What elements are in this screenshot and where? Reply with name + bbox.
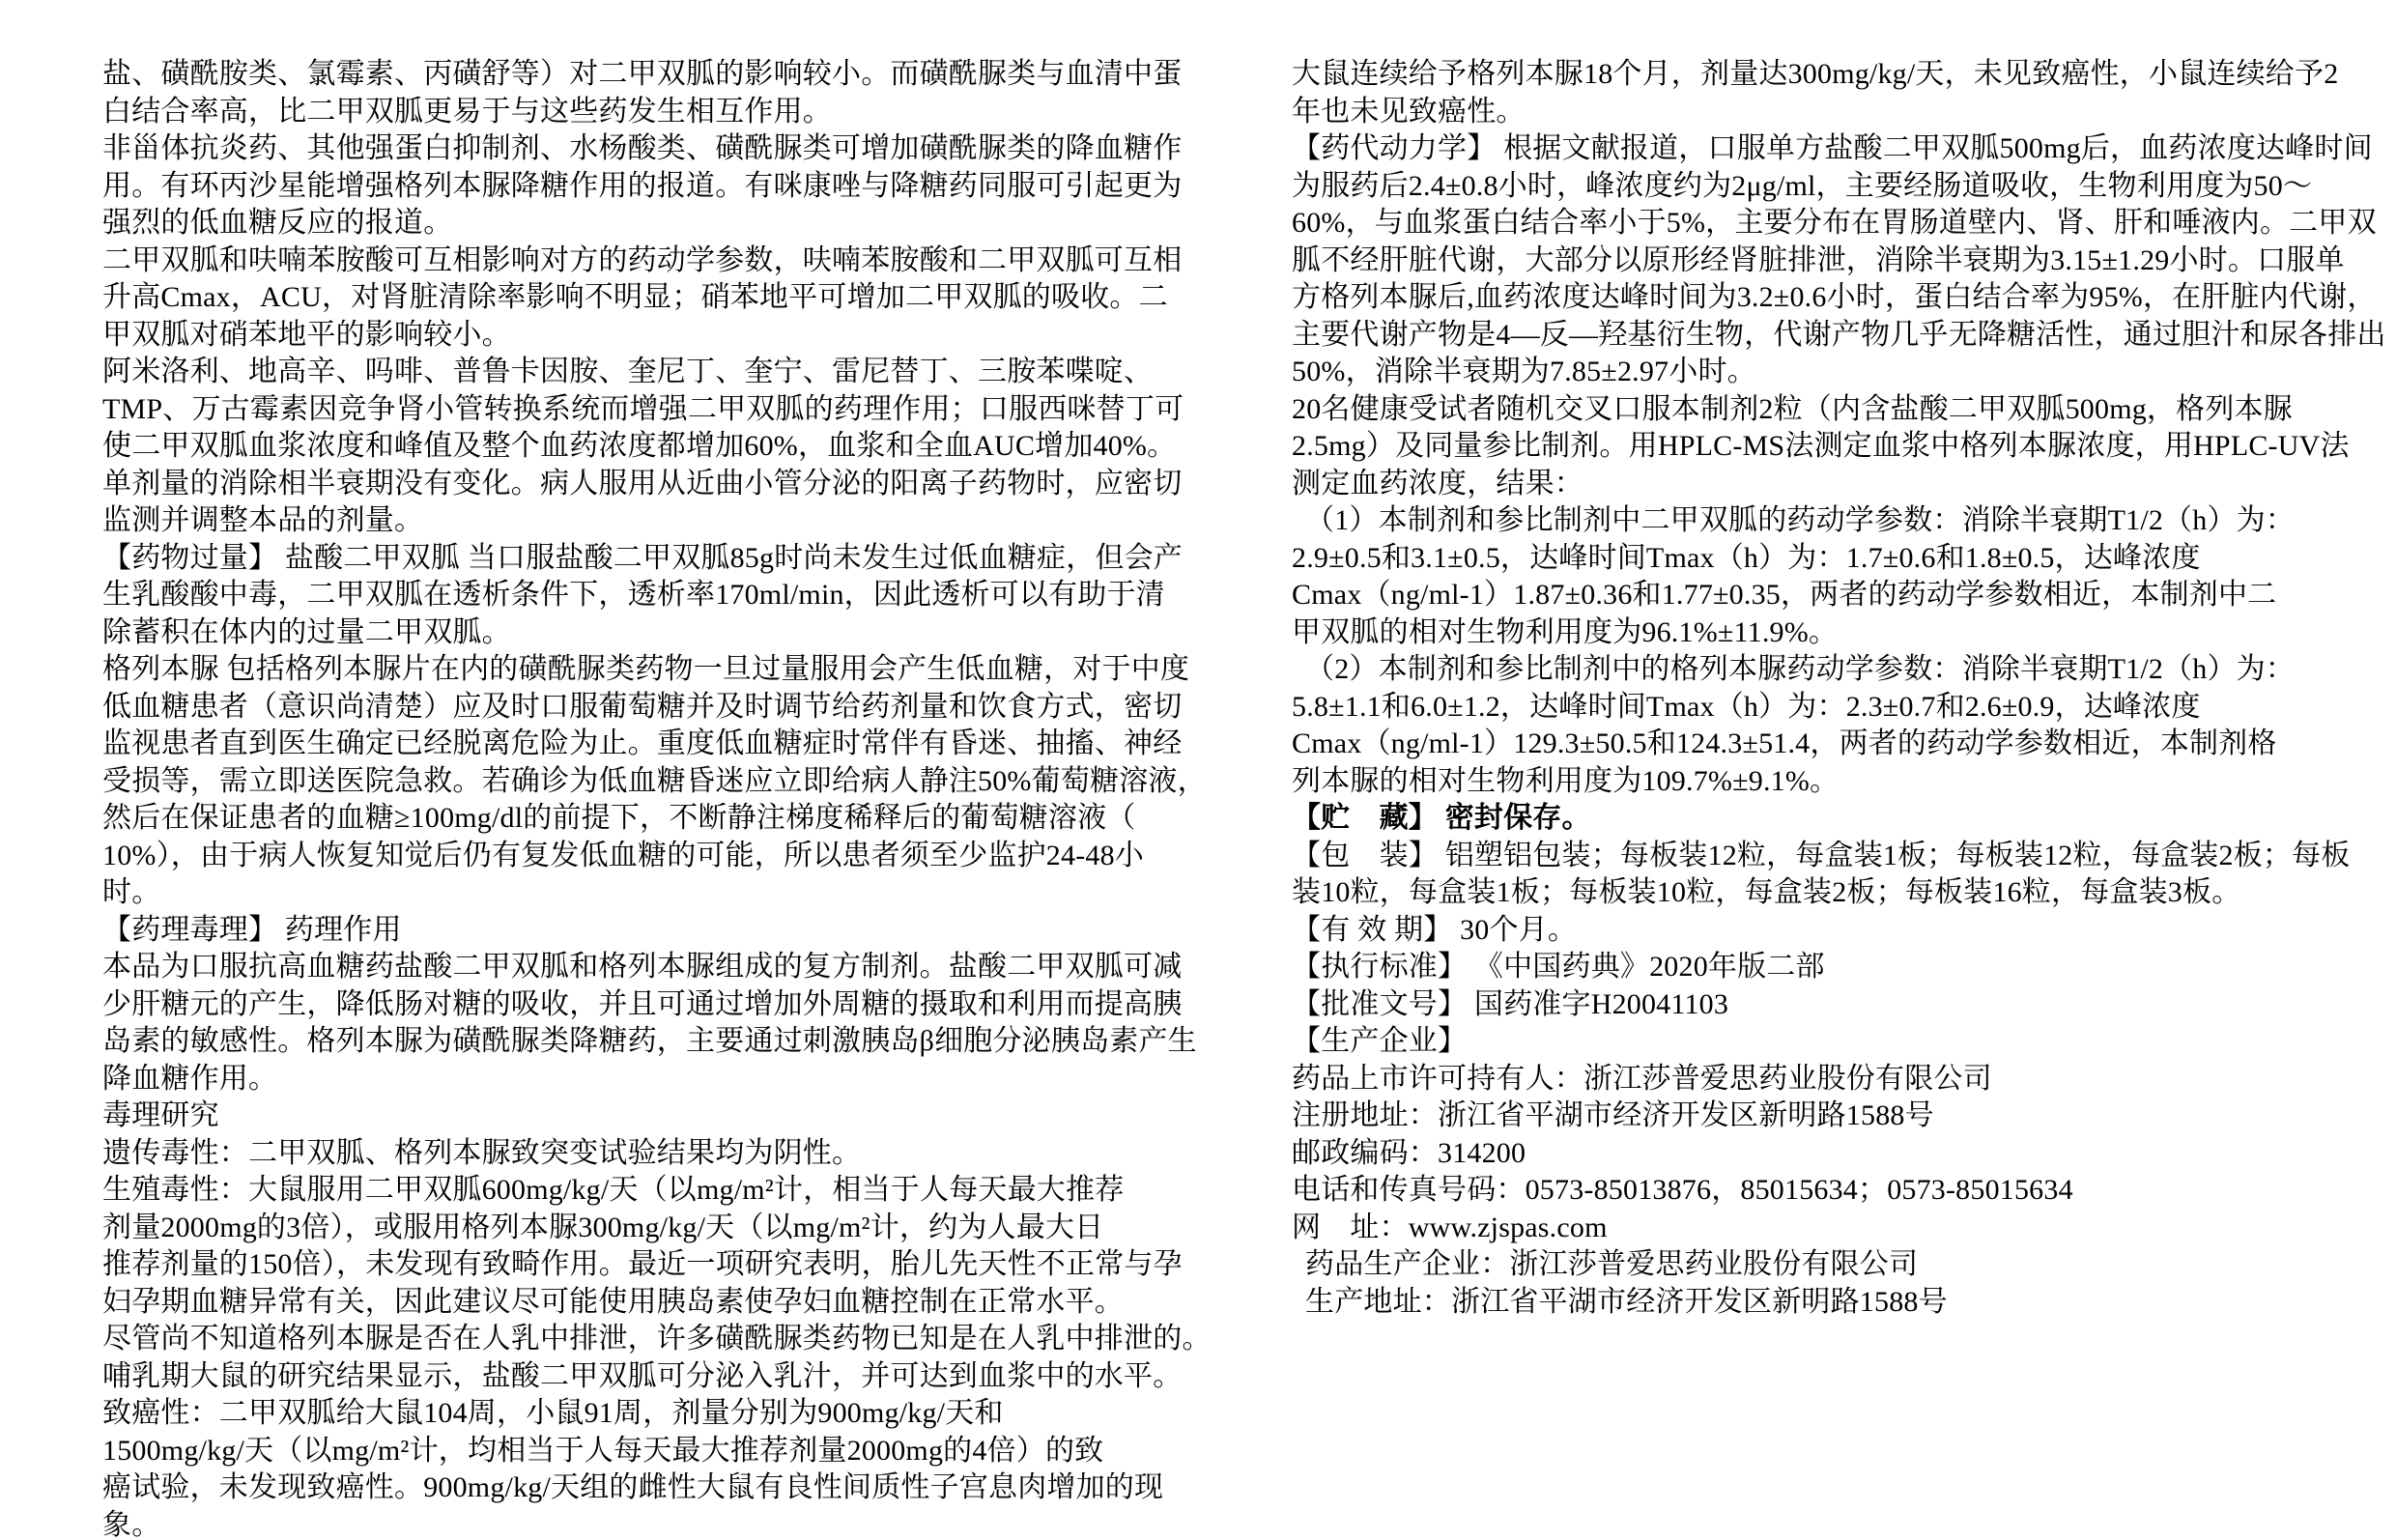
text-line: 癌试验，未发现致癌性。900mg/kg/天组的雌性大鼠有良性间质性子宫息肉增加的现 bbox=[102, 1471, 1164, 1503]
text-line: 剂量2000mg的3倍），或服用格列本脲300mg/kg/天（以mg/m²计，约为人最大日 bbox=[102, 1211, 1104, 1243]
text-line: 2.9±0.5和3.1±0.5，达峰时间Tmax（h）为：1.7±0.6和1.8±0.5，达峰浓度 bbox=[1292, 541, 2201, 574]
text-line: 5.8±1.1和6.0±1.2，达峰时间Tmax（h）为：2.3±0.7和2.6±0.9，达峰浓度 bbox=[1292, 690, 2201, 723]
text-line: 【执行标准】 《中国药典》2020年版二部 bbox=[1292, 951, 1825, 983]
text-line: 【药物过量】 盐酸二甲双胍 当口服盐酸二甲双胍85g时尚未发生过低血糖症，但会产 bbox=[102, 541, 1183, 574]
text-line: 监测并调整本品的剂量。 bbox=[102, 504, 424, 536]
text-line: 象。 bbox=[102, 1508, 161, 1540]
text-line: 胍不经肝脏代谢，大部分以原形经肾脏排泄，消除半衰期为3.15±1.29小时。口服单 bbox=[1292, 243, 2345, 276]
text-line: 【批准文号】 国药准字H20041103 bbox=[1292, 987, 1729, 1020]
text-line: 二甲双胍和呋喃苯胺酸可互相影响对方的药动学参数，呋喃苯胺酸和二甲双胍可互相 bbox=[102, 243, 1183, 276]
text-line: 方格列本脲后,血药浓度达峰时间为3.2±0.6小时，蛋白结合率为95%，在肝脏内代谢， bbox=[1292, 281, 2377, 313]
text-line: 降血糖作用。 bbox=[102, 1062, 278, 1095]
text-line: 注册地址：浙江省平湖市经济开发区新明路1588号 bbox=[1292, 1099, 1934, 1131]
text-line: 哺乳期大鼠的研究结果显示，盐酸二甲双胍可分泌入乳汁，并可达到血浆中的水平。 bbox=[102, 1359, 1183, 1392]
text-line: 低血糖患者（意识尚清楚）应及时口服葡萄糖并及时调节给药剂量和饮食方式，密切 bbox=[102, 690, 1183, 723]
left-text-column bbox=[102, 56, 1212, 1540]
text-line: 毒理研究 bbox=[102, 1099, 219, 1131]
text-line: 格列本脲 包括格列本脲片在内的磺酰脲类药物一旦过量服用会产生低血糖，对于中度 bbox=[102, 653, 1190, 685]
text-line: 【有 效 期】 30个月。 bbox=[1292, 913, 1578, 946]
text-line: 受损等，需立即送医院急救。若确诊为低血糖昏迷应立即给病人静注50%葡萄糖溶液， bbox=[102, 764, 1207, 797]
text-line: 单剂量的消除相半衰期没有变化。病人服用从近曲小管分泌的阳离子药物时，应密切 bbox=[102, 467, 1183, 499]
text-line: 【生产企业】 bbox=[1292, 1025, 1468, 1057]
text-line: 甲双胍对硝苯地平的影响较小。 bbox=[102, 318, 511, 351]
text-line: Cmax（ng/ml-1）1.87±0.36和1.77±0.35，两者的药动学参数相近，本制剂中二 bbox=[1292, 579, 2277, 611]
text-line: 尽管尚不知道格列本脲是否在人乳中排泄，许多磺酰脲类药物已知是在人乳中排泄的。 bbox=[102, 1323, 1212, 1355]
text-line: 生乳酸酸中毒，二甲双胍在透析条件下，透析率170ml/min，因此透析可以有助于清 bbox=[102, 579, 1165, 611]
text-line: 少肝糖元的产生，降低肠对糖的吸收，并且可通过增加外周糖的摄取和利用而提高胰 bbox=[102, 987, 1183, 1020]
text-line: 50%，消除半衰期为7.85±2.97小时。 bbox=[1292, 356, 1756, 387]
text-line: 甲双胍的相对生物利用度为96.1%±11.9%。 bbox=[1292, 615, 1839, 648]
text-line: 测定血药浓度，结果： bbox=[1292, 467, 1583, 499]
text-line: 除蓄积在体内的过量二甲双胍。 bbox=[102, 615, 511, 648]
text-line: 岛素的敏感性。格列本脲为磺酰脲类降糖药，主要通过刺激胰岛β细胞分泌胰岛素产生 bbox=[102, 1025, 1197, 1057]
text-line: 盐、磺酰胺类、氯霉素、丙磺舒等）对二甲双胍的影响较小。而磺酰脲类与血清中蛋 bbox=[102, 58, 1183, 90]
text-line: 升高Cmax，ACU，对肾脏清除率影响不明显；硝苯地平可增加二甲双胍的吸收。二 bbox=[102, 281, 1168, 313]
text-line: 遗传毒性：二甲双胍、格列本脲致突变试验结果均为阴性。 bbox=[102, 1136, 862, 1169]
text-line: 【包 装】 铝塑铝包装；每板装12粒，每盒装1板；每板装12粒，每盒装2板；每板 bbox=[1292, 839, 2351, 871]
text-line: 【药代动力学】 根据文献报道，口服单方盐酸二甲双胍500mg后，血药浓度达峰时间 bbox=[1292, 132, 2373, 164]
text-line: （2）本制剂和参比制剂中的格列本脲药动学参数：消除半衰期T1/2（h）为： bbox=[1305, 653, 2296, 685]
text-line: 【药理毒理】 药理作用 bbox=[102, 913, 402, 946]
text-line: 使二甲双胍血浆浓度和峰值及整个血药浓度都增加60%，血浆和全血AUC增加40%。 bbox=[102, 430, 1177, 462]
text-line: 电话和传真号码：0573-85013876，85015634；0573-85015634 bbox=[1292, 1174, 2073, 1206]
text-line: 药品生产企业：浙江莎普爱思药业股份有限公司 bbox=[1305, 1248, 1919, 1280]
text-line: 装10粒，每盒装1板；每板装10粒，每盒装2板；每板装16粒，每盒装3板。 bbox=[1292, 876, 2241, 908]
text-line: 妇孕期血糖异常有关，因此建议尽可能使用胰岛素使孕妇血糖控制在正常水平。 bbox=[102, 1285, 1124, 1318]
text-line: 然后在保证患者的血糖≥100mg/dl的前提下，不断静注梯度稀释后的葡萄糖溶液（ bbox=[102, 802, 1136, 834]
text-line: TMP、万古霉素因竞争肾小管转换系统而增强二甲双胍的药理作用；口服西咪替丁可 bbox=[102, 392, 1184, 425]
text-line: 用。有环丙沙星能增强格列本脲降糖作用的报道。有咪康唑与降糖药同服可引起更为 bbox=[102, 169, 1183, 202]
text-line: 10%），由于病人恢复知觉后仍有复发低血糖的可能，所以患者须至少监护24-48小 bbox=[102, 839, 1144, 871]
text-line: 20名健康受试者随机交叉口服本制剂2粒（内含盐酸二甲双胍500mg，格列本脲 bbox=[1292, 392, 2293, 425]
text-line: 本品为口服抗高血糖药盐酸二甲双胍和格列本脲组成的复方制剂。盐酸二甲双胍可减 bbox=[102, 951, 1183, 983]
right-text-column bbox=[1292, 56, 2386, 1321]
text-line: 阿米洛利、地高辛、吗啡、普鲁卡因胺、奎尼丁、奎宁、雷尼替丁、三胺苯喋啶、 bbox=[102, 356, 1154, 387]
text-line: 大鼠连续给予格列本脲18个月，剂量达300mg/kg/天，未见致癌性，小鼠连续给予2 bbox=[1292, 58, 2339, 90]
text-line: 白结合率高，比二甲双胍更易于与这些药发生相互作用。 bbox=[102, 95, 832, 128]
text-line: 生殖毒性：大鼠服用二甲双胍600mg/kg/天（以mg/m²计，相当于人每天最大推荐 bbox=[102, 1174, 1125, 1206]
text-line: 1500mg/kg/天（以mg/m²计，均相当于人每天最大推荐剂量2000mg的4倍）的致 bbox=[102, 1434, 1104, 1467]
text-line: 列本脲的相对生物利用度为109.7%±9.1%。 bbox=[1292, 764, 1840, 797]
text-line: 致癌性：二甲双胍给大鼠104周，小鼠91周，剂量分别为900mg/kg/天和 bbox=[102, 1397, 1004, 1429]
text-line: 2.5mg）及同量参比制剂。用HPLC-MS法测定血浆中格列本脲浓度，用HPLC-UV法 bbox=[1292, 430, 2350, 462]
text-line: 【贮 藏】 密封保存。 bbox=[1292, 802, 1591, 834]
text-line: 生产地址：浙江省平湖市经济开发区新明路1588号 bbox=[1305, 1285, 1948, 1318]
text-line: （1）本制剂和参比制剂中二甲双胍的药动学参数：消除半衰期T1/2（h）为： bbox=[1305, 504, 2296, 536]
text-line: 60%，与血浆蛋白结合率小于5%，主要分布在胃肠道壁内、肾、肝和唾液内。二甲双 bbox=[1292, 207, 2377, 239]
text-line: 强烈的低血糖反应的报道。 bbox=[102, 207, 453, 239]
text-line: Cmax（ng/ml-1）129.3±50.5和124.3±51.4，两者的药动学参数相近，本制剂格 bbox=[1292, 727, 2277, 759]
text-line: 药品上市许可持有人：浙江莎普爱思药业股份有限公司 bbox=[1292, 1062, 1992, 1095]
text-line: 时。 bbox=[102, 876, 161, 908]
text-line: 非甾体抗炎药、其他强蛋白抑制剂、水杨酸类、磺酰脲类可增加磺酰脲类的降血糖作 bbox=[102, 132, 1183, 164]
text-line: 监视患者直到医生确定已经脱离危险为止。重度低血糖症时常伴有昏迷、抽搐、神经 bbox=[102, 727, 1183, 759]
text-line: 为服药后2.4±0.8小时，峰浓度约为2μg/ml，主要经肠道吸收，生物利用度为50～ bbox=[1292, 169, 2313, 202]
text-line: 推荐剂量的150倍），未发现有致畸作用。最近一项研究表明，胎儿先天性不正常与孕 bbox=[102, 1248, 1183, 1280]
text-line: 年也未见致癌性。 bbox=[1292, 95, 1526, 128]
text-line: 网 址：www.zjspas.com bbox=[1292, 1211, 1608, 1243]
text-line: 主要代谢产物是4—反—羟基衍生物，代谢产物几乎无降糖活性，通过胆汁和尿各排出 bbox=[1292, 318, 2386, 351]
text-line: 邮政编码：314200 bbox=[1292, 1136, 1526, 1169]
